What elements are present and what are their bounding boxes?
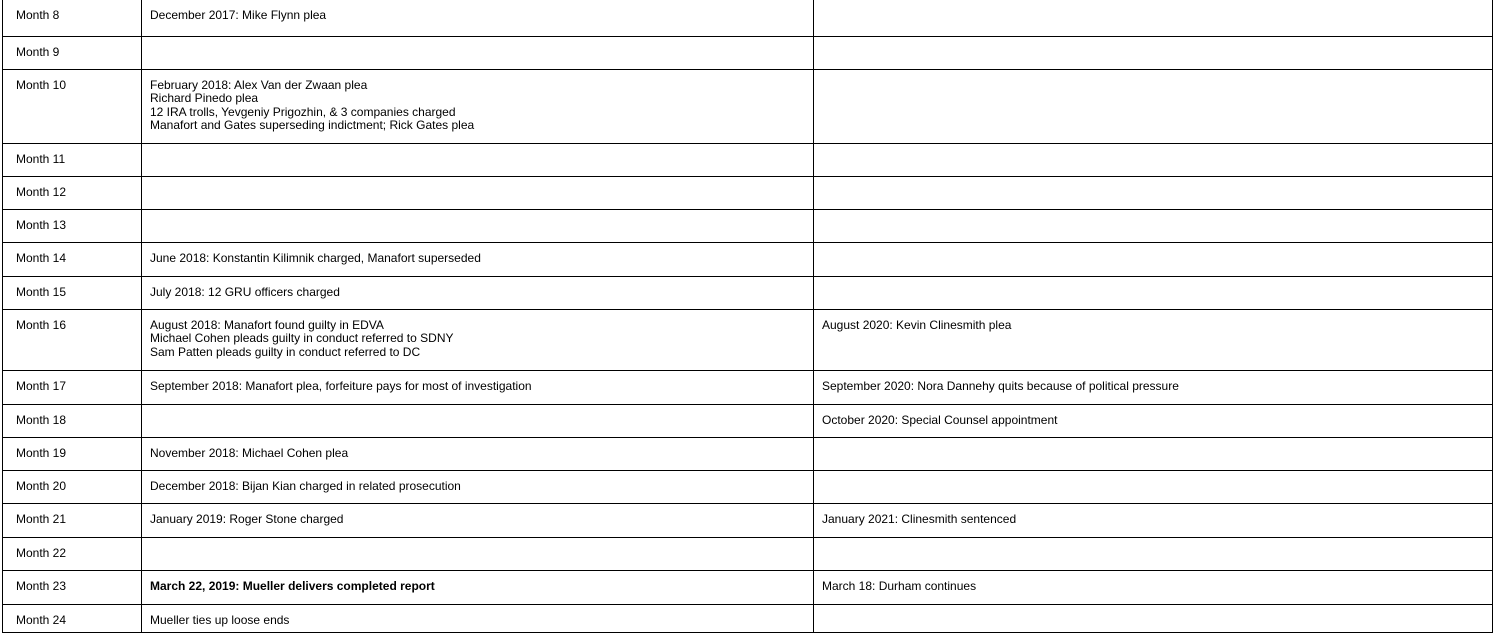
event-line: Sam Patten pleads guilty in conduct referred to DC	[150, 344, 421, 359]
table-row	[3, 370, 1493, 404]
month-cell: Month 17	[3, 370, 142, 404]
mueller-event-cell	[142, 0, 814, 36]
table-row	[3, 404, 1493, 437]
table-row	[3, 0, 1493, 36]
month-cell: Month 24	[3, 604, 142, 632]
table-row	[3, 604, 1493, 632]
month-cell: Month 16	[3, 309, 142, 370]
event-line: Mueller ties up loose ends	[150, 612, 290, 627]
durham-event-cell	[814, 537, 1493, 570]
durham-event-cell	[814, 36, 1493, 69]
timeline-table-container	[2, 0, 1496, 633]
timeline-table-body	[3, 0, 1493, 632]
month-cell: Month 14	[3, 242, 142, 276]
mueller-event-cell	[142, 69, 814, 143]
mueller-event-cell	[142, 209, 814, 242]
table-row	[3, 276, 1493, 309]
event-line: Michael Cohen pleads guilty in conduct referred to SDNY	[150, 331, 454, 345]
event-line: January 2019: Roger Stone charged	[150, 511, 344, 526]
mueller-event-cell	[142, 604, 814, 632]
durham-event-cell	[814, 570, 1493, 604]
month-cell: Month 8	[3, 0, 142, 36]
mueller-event-cell	[142, 503, 814, 537]
event-line: Richard Pinedo plea	[150, 91, 259, 105]
event-line: September 2018: Manafort plea, forfeiture pays for most of investigation	[150, 378, 532, 393]
table-row	[3, 143, 1493, 176]
event-line: February 2018: Alex Van der Zwaan plea	[150, 77, 368, 92]
month-cell: Month 9	[3, 36, 142, 69]
month-cell: Month 21	[3, 503, 142, 537]
table-row	[3, 437, 1493, 470]
mueller-event-cell	[142, 537, 814, 570]
table-row	[3, 36, 1493, 69]
durham-event-cell	[814, 276, 1493, 309]
event-line: January 2021: Clinesmith sentenced	[822, 511, 1017, 526]
mueller-event-cell	[142, 437, 814, 470]
durham-event-cell	[814, 370, 1493, 404]
durham-event-cell	[814, 242, 1493, 276]
table-row	[3, 176, 1493, 209]
event-line: 12 IRA trolls, Yevgeniy Prigozhin, & 3 companies charged	[150, 104, 456, 119]
table-row	[3, 537, 1493, 570]
durham-event-cell	[814, 503, 1493, 537]
month-cell: Month 18	[3, 404, 142, 437]
mueller-event-cell	[142, 570, 814, 604]
table-row	[3, 209, 1493, 242]
month-cell: Month 15	[3, 276, 142, 309]
table-row	[3, 69, 1493, 143]
mueller-event-cell	[142, 143, 814, 176]
month-cell: Month 19	[3, 437, 142, 470]
event-line: December 2018: Bijan Kian charged in related prosecution	[150, 478, 461, 493]
month-cell: Month 20	[3, 470, 142, 503]
durham-event-cell	[814, 69, 1493, 143]
event-line: Manafort and Gates superseding indictment; Rick Gates plea	[150, 118, 475, 132]
mueller-event-cell	[142, 404, 814, 437]
event-line: August 2020: Kevin Clinesmith plea	[822, 317, 1012, 332]
event-line: September 2020: Nora Dannehy quits because of political pressure	[822, 378, 1179, 393]
month-cell: Month 22	[3, 537, 142, 570]
durham-event-cell	[814, 143, 1493, 176]
durham-event-cell	[814, 604, 1493, 632]
durham-event-cell	[814, 470, 1493, 503]
mueller-event-cell	[142, 370, 814, 404]
timeline-table	[2, 0, 1493, 633]
durham-event-cell	[814, 309, 1493, 370]
event-line: March 18: Durham continues	[822, 578, 977, 593]
table-row	[3, 309, 1493, 370]
table-row	[3, 242, 1493, 276]
mueller-event-cell	[142, 36, 814, 69]
mueller-event-cell	[142, 470, 814, 503]
event-line: October 2020: Special Counsel appointment	[822, 412, 1058, 427]
mueller-event-cell	[142, 309, 814, 370]
event-line: June 2018: Konstantin Kilimnik charged, Manafort superseded	[150, 250, 481, 265]
durham-event-cell	[814, 437, 1493, 470]
table-row	[3, 503, 1493, 537]
mueller-event-cell	[142, 242, 814, 276]
event-line: December 2017: Mike Flynn plea	[150, 8, 327, 22]
month-cell: Month 11	[3, 143, 142, 176]
event-line: November 2018: Michael Cohen plea	[150, 445, 349, 460]
event-line: July 2018: 12 GRU officers charged	[150, 284, 340, 299]
month-cell: Month 12	[3, 176, 142, 209]
durham-event-cell	[814, 0, 1493, 36]
durham-event-cell	[814, 209, 1493, 242]
event-line: March 22, 2019: Mueller delivers completed report	[150, 578, 435, 593]
durham-event-cell	[814, 176, 1493, 209]
durham-event-cell	[814, 404, 1493, 437]
month-cell: Month 23	[3, 570, 142, 604]
month-cell: Month 13	[3, 209, 142, 242]
table-row	[3, 570, 1493, 604]
mueller-event-cell	[142, 176, 814, 209]
month-cell: Month 10	[3, 69, 142, 143]
table-row	[3, 470, 1493, 503]
event-line: August 2018: Manafort found guilty in EDVA	[150, 317, 384, 332]
mueller-event-cell	[142, 276, 814, 309]
